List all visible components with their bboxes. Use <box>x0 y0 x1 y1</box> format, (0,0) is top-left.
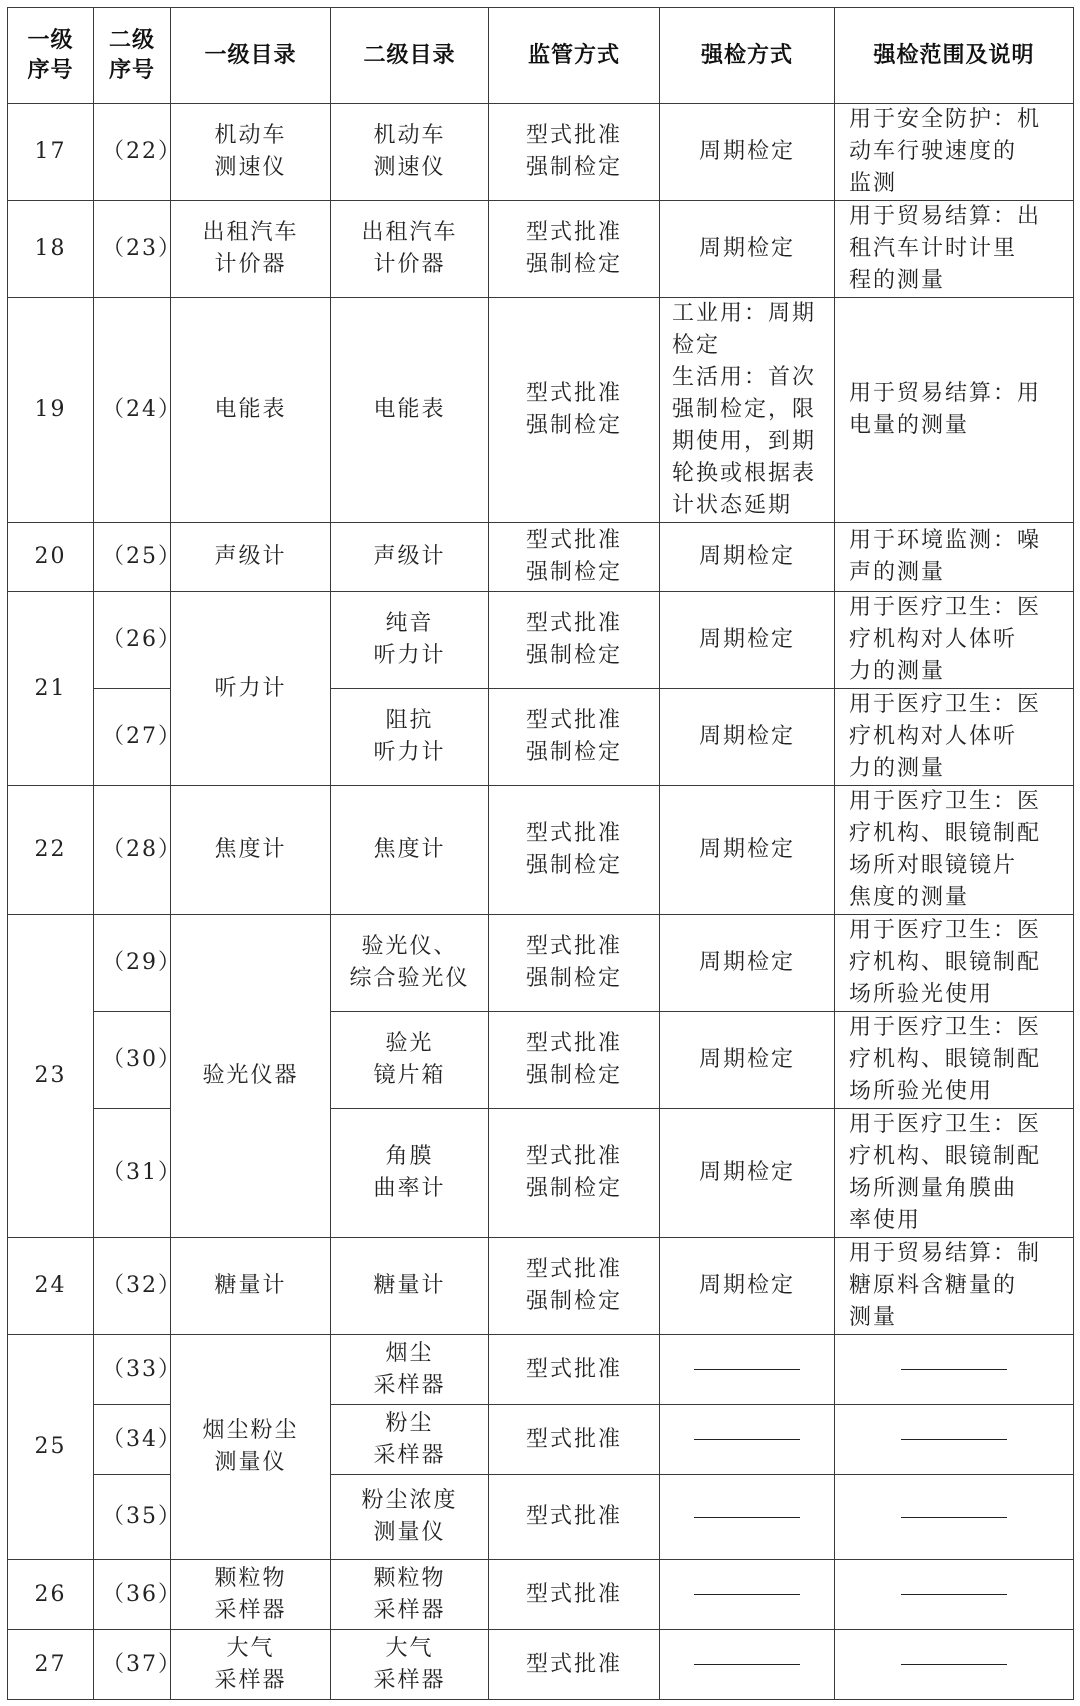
level1-catalog: 出租汽车 计价器 <box>171 201 331 298</box>
level2-catalog: 声级计 <box>331 523 489 592</box>
header-inspection: 强检方式 <box>660 8 835 104</box>
level2-number: （37） <box>94 1630 171 1700</box>
level1-catalog: 糖量计 <box>171 1238 331 1335</box>
level2-catalog: 验光仪、 综合验光仪 <box>331 915 489 1012</box>
level1-number: 23 <box>8 915 94 1238</box>
table-row <box>8 104 1074 201</box>
level2-catalog: 烟尘 采样器 <box>331 1335 489 1405</box>
level2-catalog: 出租汽车 计价器 <box>331 201 489 298</box>
supervision-method: 型式批准 强制检定 <box>489 104 660 201</box>
supervision-method: 型式批准 强制检定 <box>489 1012 660 1109</box>
level1-catalog: 验光仪器 <box>171 915 331 1238</box>
scope-description: 用于医疗卫生：医 疗机构、眼镜制配 场所验光使用 <box>835 1012 1074 1109</box>
inspection-method: 周期检定 <box>660 523 835 592</box>
level2-number: （36） <box>94 1560 171 1630</box>
inspection-method: 工业用：周期 检定 生活用：首次 强制检定，限 期使用，到期 轮换或根据表 计状态延期 <box>660 298 835 523</box>
level2-number: （27） <box>94 689 171 786</box>
level1-catalog: 电能表 <box>171 298 331 523</box>
table-row <box>8 592 1074 689</box>
level2-catalog: 角膜 曲率计 <box>331 1109 489 1238</box>
empty-dash <box>694 1439 800 1440</box>
supervision-method: 型式批准 强制检定 <box>489 592 660 689</box>
scope-description <box>835 1405 1074 1475</box>
level2-catalog: 电能表 <box>331 298 489 523</box>
inspection-method <box>660 1630 835 1700</box>
scope-description <box>835 1335 1074 1405</box>
scope-description: 用于环境监测：噪 声的测量 <box>835 523 1074 592</box>
scope-description <box>835 1630 1074 1700</box>
table-row <box>8 1012 1074 1109</box>
instrument-table <box>7 7 1074 1700</box>
inspection-method: 周期检定 <box>660 689 835 786</box>
supervision-method: 型式批准 强制检定 <box>489 915 660 1012</box>
supervision-method: 型式批准 强制检定 <box>489 786 660 915</box>
inspection-method: 周期检定 <box>660 1012 835 1109</box>
table-row <box>8 1238 1074 1335</box>
scope-description: 用于贸易结算：用 电量的测量 <box>835 298 1074 523</box>
level2-number: （29） <box>94 915 171 1012</box>
level2-number: （31） <box>94 1109 171 1238</box>
level1-catalog: 颗粒物 采样器 <box>171 1560 331 1630</box>
level1-catalog: 大气 采样器 <box>171 1630 331 1700</box>
level1-number: 27 <box>8 1630 94 1700</box>
inspection-method: 周期检定 <box>660 592 835 689</box>
level1-catalog: 声级计 <box>171 523 331 592</box>
scope-description: 用于医疗卫生：医 疗机构对人体听 力的测量 <box>835 592 1074 689</box>
level1-number: 21 <box>8 592 94 786</box>
inspection-method: 周期检定 <box>660 786 835 915</box>
supervision-method: 型式批准 强制检定 <box>489 523 660 592</box>
supervision-method: 型式批准 强制检定 <box>489 1238 660 1335</box>
level1-number: 19 <box>8 298 94 523</box>
table-row <box>8 1630 1074 1700</box>
inspection-method <box>660 1560 835 1630</box>
table-row <box>8 689 1074 786</box>
level1-number: 25 <box>8 1335 94 1560</box>
level2-catalog: 纯音 听力计 <box>331 592 489 689</box>
level2-number: （33） <box>94 1335 171 1405</box>
inspection-method: 周期检定 <box>660 1109 835 1238</box>
scope-description: 用于医疗卫生：医 疗机构、眼镜制配 场所测量角膜曲 率使用 <box>835 1109 1074 1238</box>
empty-dash <box>694 1594 800 1595</box>
header-level2-catalog: 二级目录 <box>331 8 489 104</box>
table-row <box>8 1405 1074 1475</box>
scope-description <box>835 1560 1074 1630</box>
table-row <box>8 298 1074 523</box>
level2-catalog: 糖量计 <box>331 1238 489 1335</box>
supervision-method: 型式批准 强制检定 <box>489 689 660 786</box>
level2-number: （25） <box>94 523 171 592</box>
header-level2-number: 二级 序号 <box>94 8 171 104</box>
inspection-method: 周期检定 <box>660 1238 835 1335</box>
level2-number: （23） <box>94 201 171 298</box>
empty-dash <box>901 1369 1007 1370</box>
empty-dash <box>694 1369 800 1370</box>
header-row <box>8 8 1074 104</box>
inspection-method: 周期检定 <box>660 915 835 1012</box>
supervision-method: 型式批准 <box>489 1405 660 1475</box>
level1-number: 17 <box>8 104 94 201</box>
supervision-method: 型式批准 <box>489 1335 660 1405</box>
level2-number: （22） <box>94 104 171 201</box>
scope-description: 用于贸易结算：制 糖原料含糖量的 测量 <box>835 1238 1074 1335</box>
table-row <box>8 1109 1074 1238</box>
scope-description: 用于贸易结算：出 租汽车计时计里 程的测量 <box>835 201 1074 298</box>
supervision-method: 型式批准 <box>489 1475 660 1560</box>
level2-number: （32） <box>94 1238 171 1335</box>
header-level1-catalog: 一级目录 <box>171 8 331 104</box>
header-level1-number: 一级 序号 <box>8 8 94 104</box>
empty-dash <box>694 1517 800 1518</box>
table-row <box>8 1335 1074 1405</box>
inspection-method: 周期检定 <box>660 201 835 298</box>
level2-number: （24） <box>94 298 171 523</box>
inspection-method: 周期检定 <box>660 104 835 201</box>
scope-description <box>835 1475 1074 1560</box>
level1-catalog: 听力计 <box>171 592 331 786</box>
level2-catalog: 焦度计 <box>331 786 489 915</box>
table-row <box>8 1475 1074 1560</box>
document <box>7 7 1074 1700</box>
level1-catalog: 机动车 测速仪 <box>171 104 331 201</box>
level2-catalog: 颗粒物 采样器 <box>331 1560 489 1630</box>
scope-description: 用于医疗卫生：医 疗机构、眼镜制配 场所验光使用 <box>835 915 1074 1012</box>
level1-number: 24 <box>8 1238 94 1335</box>
supervision-method: 型式批准 强制检定 <box>489 201 660 298</box>
table-row <box>8 523 1074 592</box>
level1-number: 20 <box>8 523 94 592</box>
scope-description: 用于医疗卫生：医 疗机构对人体听 力的测量 <box>835 689 1074 786</box>
level2-number: （26） <box>94 592 171 689</box>
level1-number: 18 <box>8 201 94 298</box>
inspection-method <box>660 1405 835 1475</box>
level2-catalog: 粉尘 采样器 <box>331 1405 489 1475</box>
header-scope: 强检范围及说明 <box>835 8 1074 104</box>
supervision-method: 型式批准 强制检定 <box>489 1109 660 1238</box>
table-row <box>8 201 1074 298</box>
empty-dash <box>901 1664 1007 1665</box>
inspection-method <box>660 1335 835 1405</box>
table-row <box>8 786 1074 915</box>
empty-dash <box>901 1594 1007 1595</box>
level1-number: 26 <box>8 1560 94 1630</box>
level1-catalog: 烟尘粉尘 测量仪 <box>171 1335 331 1560</box>
level2-catalog: 粉尘浓度 测量仪 <box>331 1475 489 1560</box>
table-row <box>8 915 1074 1012</box>
level1-catalog: 焦度计 <box>171 786 331 915</box>
level2-number: （30） <box>94 1012 171 1109</box>
header-supervision: 监管方式 <box>489 8 660 104</box>
level2-number: （34） <box>94 1405 171 1475</box>
scope-description: 用于安全防护：机 动车行驶速度的 监测 <box>835 104 1074 201</box>
inspection-method <box>660 1475 835 1560</box>
level2-number: （35） <box>94 1475 171 1560</box>
level2-catalog: 机动车 测速仪 <box>331 104 489 201</box>
supervision-method: 型式批准 <box>489 1630 660 1700</box>
empty-dash <box>694 1664 800 1665</box>
level2-catalog: 大气 采样器 <box>331 1630 489 1700</box>
supervision-method: 型式批准 强制检定 <box>489 298 660 523</box>
level2-catalog: 阻抗 听力计 <box>331 689 489 786</box>
level2-number: （28） <box>94 786 171 915</box>
scope-description: 用于医疗卫生：医 疗机构、眼镜制配 场所对眼镜镜片 焦度的测量 <box>835 786 1074 915</box>
supervision-method: 型式批准 <box>489 1560 660 1630</box>
empty-dash <box>901 1439 1007 1440</box>
table-row <box>8 1560 1074 1630</box>
empty-dash <box>901 1517 1007 1518</box>
level2-catalog: 验光 镜片箱 <box>331 1012 489 1109</box>
level1-number: 22 <box>8 786 94 915</box>
